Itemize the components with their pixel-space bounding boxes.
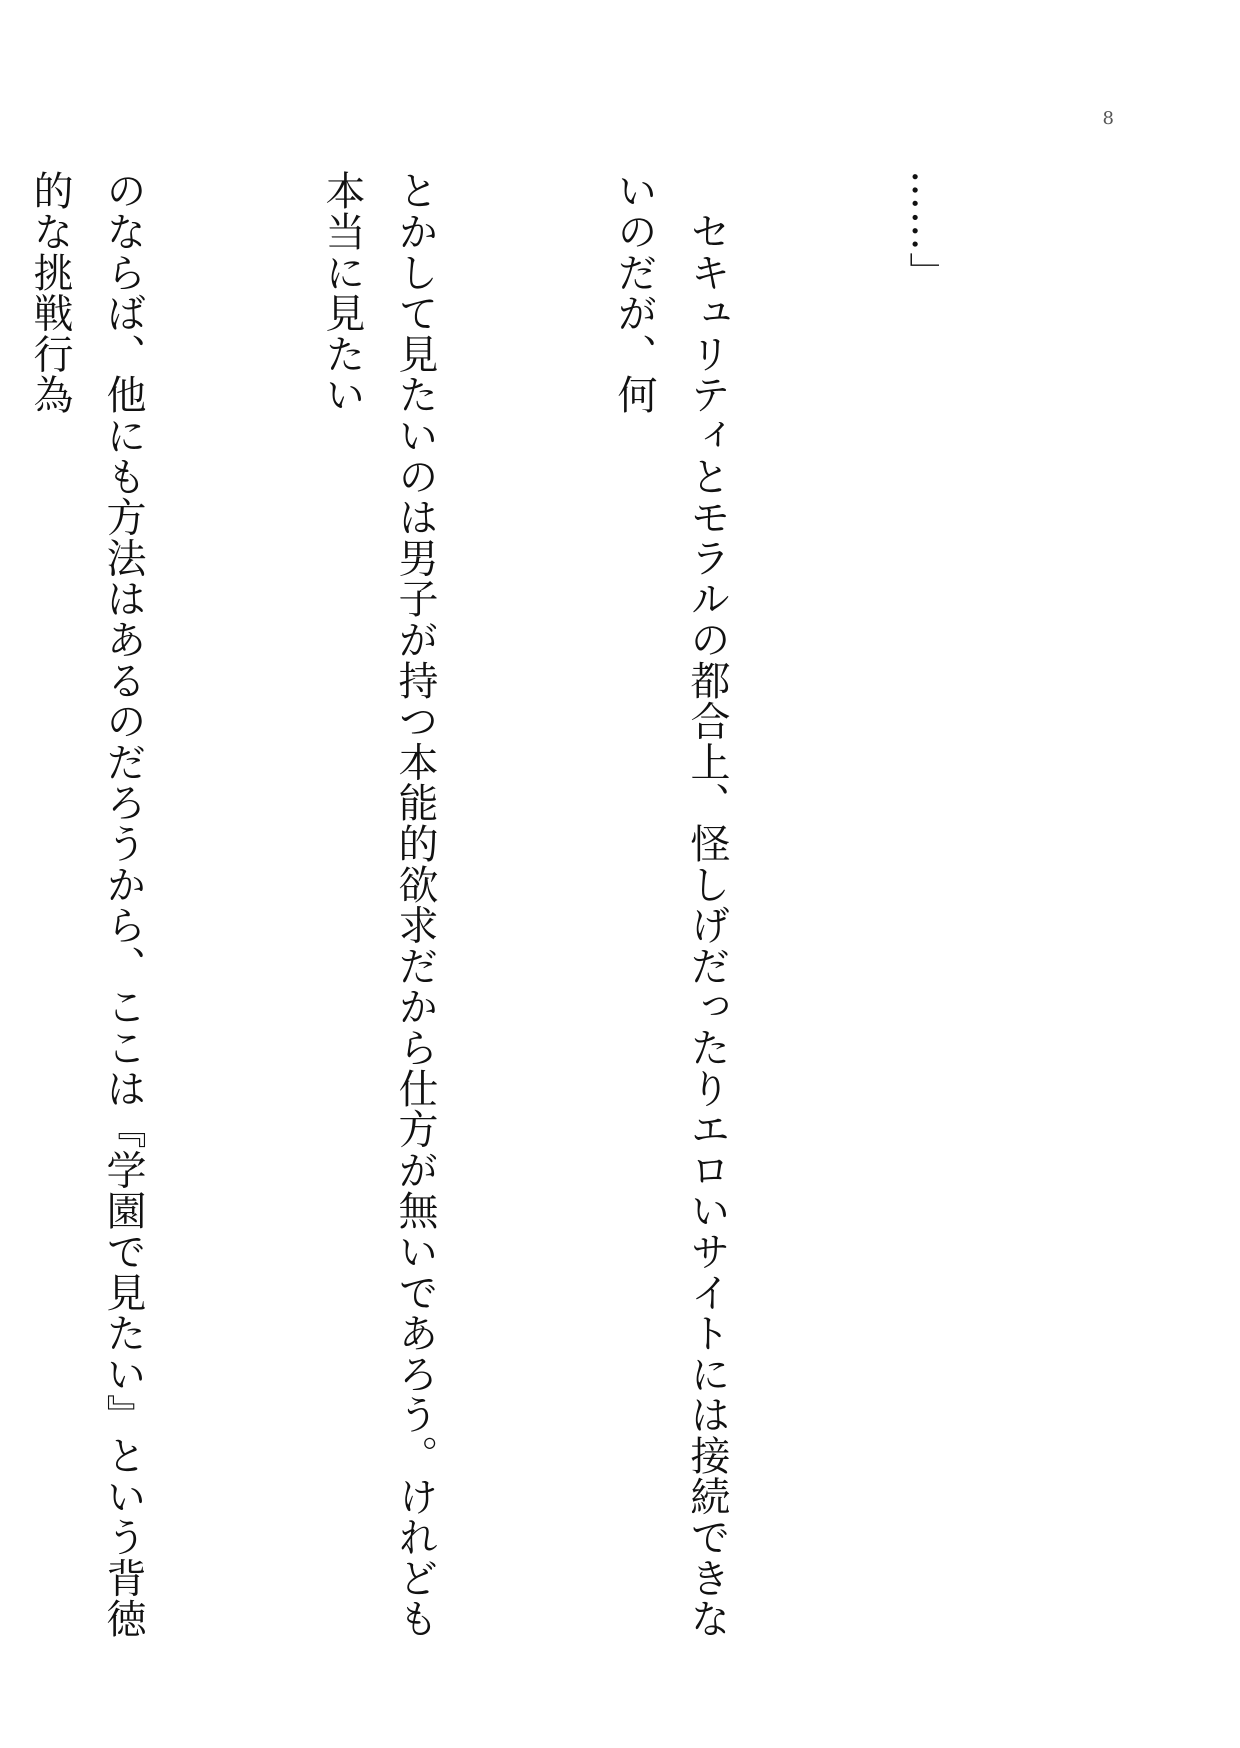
text-line: セキュリティとモラルの都合上、怪しげだったりエロいサイトには接続できないのだが、何 bbox=[611, 170, 730, 1639]
page-number: 8 bbox=[1102, 108, 1114, 129]
vertical-text-block bbox=[27, 170, 1108, 1650]
text-line: ……」 bbox=[903, 170, 949, 293]
text-line: とかして見たいのは男子が持つ本能的欲求だから仕方が無いであろう。けれども本当に見たい bbox=[319, 170, 438, 1639]
text-line: のならば、他にも方法はあるのだろうから、ここは『学園で見たい』という背徳的な挑戦行為 bbox=[27, 170, 146, 1639]
